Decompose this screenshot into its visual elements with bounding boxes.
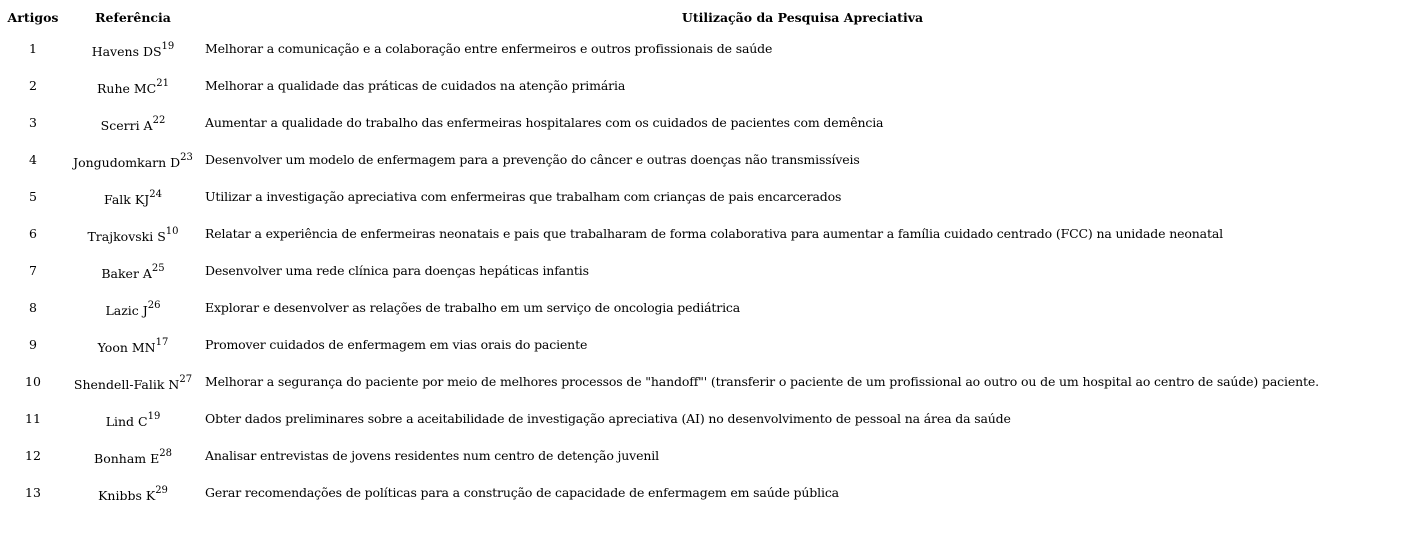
article-number: 5 (29, 189, 37, 204)
usage-description: Melhorar a segurança do paciente por meio de melhores processos de "handoff"' (transferir o paciente de um profissional ao outro ou de um hospital ao centro de saúde) paciente. (205, 374, 1319, 389)
reference-cell (66, 30, 200, 67)
reference-author: Bonham E (94, 451, 160, 466)
article-number: 8 (29, 300, 37, 315)
usage-description: Desenvolver um modelo de enfermagem para a prevenção do câncer e outras doenças não transmissíveis (205, 152, 860, 167)
reference-cell (66, 215, 200, 252)
table-row (0, 141, 1405, 178)
article-number: 13 (25, 485, 41, 500)
reference-citation-number: 28 (159, 447, 172, 459)
reference-citation-number: 27 (179, 373, 193, 385)
table-row (0, 104, 1405, 141)
reference-author: Falk KJ (104, 192, 150, 207)
reference-citation-number: 22 (152, 114, 166, 126)
reference-citation-number: 21 (156, 77, 169, 89)
table-row (0, 178, 1405, 215)
article-number: 4 (29, 152, 37, 167)
reference-author: Yoon MN (97, 340, 156, 355)
usage-description: Aumentar a qualidade do trabalho das enfermeiras hospitalares com os cuidados de pacientes com demência (205, 115, 884, 130)
header-utilizacao: Utilização da Pesquisa Apreciativa (681, 9, 924, 25)
article-number: 12 (25, 448, 41, 463)
reference-author: Knibbs K (98, 488, 156, 503)
table-row (0, 437, 1405, 474)
usage-description: Melhorar a qualidade das práticas de cuidados na atenção primária (205, 78, 626, 93)
reference-citation-number: 23 (180, 151, 193, 163)
article-number: 7 (29, 263, 37, 278)
table-row (0, 400, 1405, 437)
reference-citation-number: 29 (155, 484, 168, 496)
reference-cell (66, 326, 200, 363)
usage-description: Utilizar a investigação apreciativa com enfermeiras que trabalham com crianças de pais encarcerados (205, 189, 842, 204)
articles-table (0, 4, 1405, 511)
reference-cell (66, 437, 200, 474)
article-number: 6 (29, 226, 37, 241)
reference-citation-number: 10 (165, 225, 179, 237)
table-row (0, 474, 1405, 511)
article-number: 2 (29, 78, 37, 93)
table-row (0, 67, 1405, 104)
reference-author: Lind C (105, 414, 148, 429)
header-referencia: Referência (95, 9, 171, 25)
reference-author: Baker A (101, 266, 152, 281)
reference-cell (66, 252, 200, 289)
usage-description: Melhorar a comunicação e a colaboração entre enfermeiros e outros profissionais de saúde (205, 41, 773, 56)
reference-author: Shendell-Falik N (73, 377, 180, 392)
reference-citation-number: 17 (155, 336, 169, 348)
usage-description: Explorar e desenvolver as relações de trabalho em um serviço de oncologia pediátrica (205, 300, 741, 315)
table-row (0, 252, 1405, 289)
reference-cell (66, 289, 200, 326)
header-artigos: Artigos (7, 9, 59, 25)
usage-description: Promover cuidados de enfermagem em vias orais do paciente (205, 337, 588, 352)
reference-author: Trajkovski S (87, 229, 166, 244)
reference-cell (66, 363, 200, 400)
table-row (0, 326, 1405, 363)
reference-cell (66, 400, 200, 437)
reference-cell (66, 178, 200, 215)
reference-author: Lazic J (105, 303, 148, 318)
reference-author: Scerri A (100, 118, 153, 133)
article-number: 1 (29, 41, 37, 56)
reference-citation-number: 26 (147, 299, 161, 311)
reference-author: Jongudomkarn D (73, 155, 181, 170)
table-body (0, 30, 1405, 511)
usage-description: Obter dados preliminares sobre a aceitabilidade de investigação apreciativa (AI) no desenvolvimento de pessoal na área da saúde (205, 411, 1011, 426)
table-row (0, 30, 1405, 67)
reference-author: Ruhe MC (97, 81, 157, 96)
table-row (0, 215, 1405, 252)
header-row (0, 4, 1405, 30)
article-number: 9 (29, 337, 37, 352)
usage-description: Gerar recomendações de políticas para a construção de capacidade de enfermagem em saúde pública (205, 485, 839, 500)
table-header (0, 4, 1405, 30)
reference-citation-number: 19 (161, 40, 175, 52)
reference-cell (66, 141, 200, 178)
reference-cell (66, 474, 200, 511)
reference-citation-number: 25 (151, 262, 165, 274)
usage-description: Relatar a experiência de enfermeiras neonatais e pais que trabalharam de forma colaborativa para aumentar a família cuidado centrado (FCC) na unidade neonatal (205, 226, 1223, 241)
reference-citation-number: 24 (149, 188, 162, 200)
table-row (0, 289, 1405, 326)
table-row (0, 363, 1405, 400)
reference-cell (66, 67, 200, 104)
usage-description: Analisar entrevistas de jovens residentes num centro de detenção juvenil (205, 448, 659, 463)
reference-cell (66, 104, 200, 141)
article-number: 10 (25, 374, 41, 389)
article-number: 11 (25, 411, 41, 426)
reference-citation-number: 19 (147, 410, 161, 422)
usage-description: Desenvolver uma rede clínica para doenças hepáticas infantis (205, 263, 589, 278)
reference-author: Havens DS (91, 44, 162, 59)
article-number: 3 (29, 115, 37, 130)
